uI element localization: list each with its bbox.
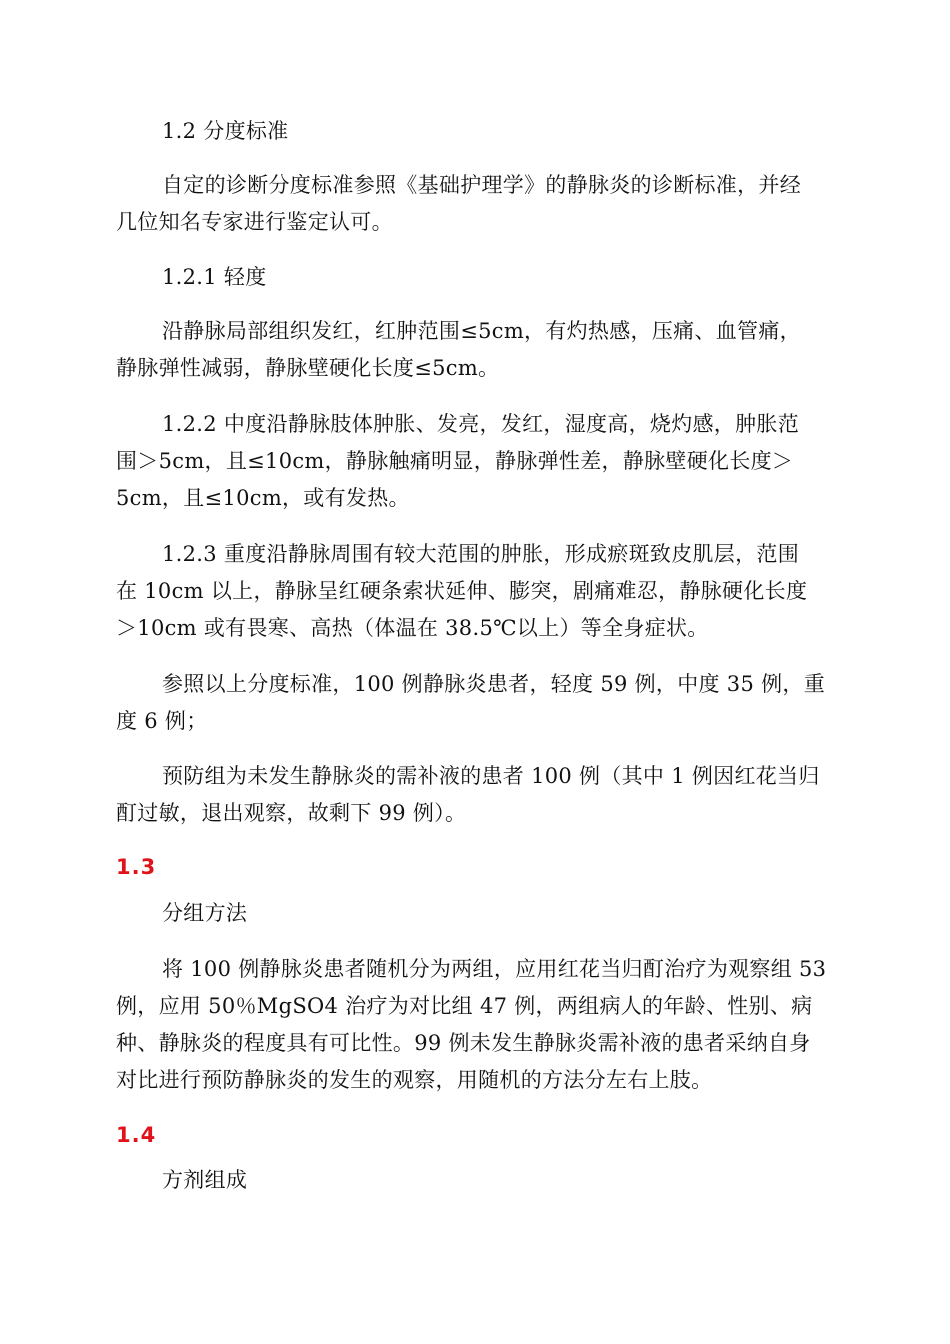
paragraph-line: 几位知名专家进行鉴定认可。 <box>116 210 393 234</box>
paragraph-line: 酊过敏，退出观察，故剩下 99 例）。 <box>116 801 467 825</box>
paragraph-line: 静脉弹性减弱，静脉壁硬化长度≤5cm。 <box>116 356 500 380</box>
paragraph-line: 种、静脉炎的程度具有可比性。99 例未发生静脉炎需补液的患者采纳自身 <box>116 1031 811 1055</box>
section-1-4-number: 1.4 <box>116 1123 157 1147</box>
paragraph-line: 对比进行预防静脉炎的发生的观察，用随机的方法分左右上肢。 <box>116 1068 713 1092</box>
paragraph-line: 将 100 例静脉炎患者随机分为两组，应用红花当归酊治疗为观察组 53 <box>162 957 827 981</box>
section-1-3-number: 1.3 <box>116 855 157 879</box>
paragraph-line: 例，应用 50％MgSO4 治疗为对比组 47 例，两组病人的年龄、性别、病 <box>116 994 813 1018</box>
paragraph-line: 预防组为未发生静脉炎的需补液的患者 100 例（其中 1 例因红花当归 <box>162 764 820 788</box>
section-1-2-1-heading: 1.2.1 轻度 <box>162 265 267 289</box>
paragraph-line: 1.2.2 中度沿静脉肢体肿胀、发亮，发红，湿度高，烧灼感，肿胀范 <box>162 412 800 436</box>
paragraph-line: 参照以上分度标准，100 例静脉炎患者，轻度 59 例，中度 35 例，重 <box>162 672 825 696</box>
section-1-2-heading: 1.2 分度标准 <box>162 119 289 143</box>
paragraph-line: 度 6 例； <box>116 709 208 733</box>
section-1-4-title: 方剂组成 <box>162 1168 248 1192</box>
section-1-3-title: 分组方法 <box>162 901 248 925</box>
paragraph-line: 沿静脉局部组织发红，红肿范围≤5cm，有灼热感，压痛、血管痛， <box>162 319 801 343</box>
paragraph-line: ＞10cm 或有畏寒、高热（体温在 38.5℃以上）等全身症状。 <box>116 616 709 640</box>
paragraph-line: 自定的诊断分度标准参照《基础护理学》的静脉炎的诊断标准，并经 <box>162 173 801 197</box>
paragraph-line: 5cm，且≤10cm，或有发热。 <box>116 486 410 510</box>
paragraph-line: 1.2.3 重度沿静脉周围有较大范围的肿胀，形成瘀斑致皮肌层，范围 <box>162 542 800 566</box>
paragraph-line: 在 10cm 以上，静脉呈红硬条索状延伸、膨突，剧痛难忍，静脉硬化长度 <box>116 579 808 603</box>
paragraph-line: 围＞5cm，且≤10cm，静脉触痛明显，静脉弹性差，静脉壁硬化长度＞ <box>116 449 794 473</box>
